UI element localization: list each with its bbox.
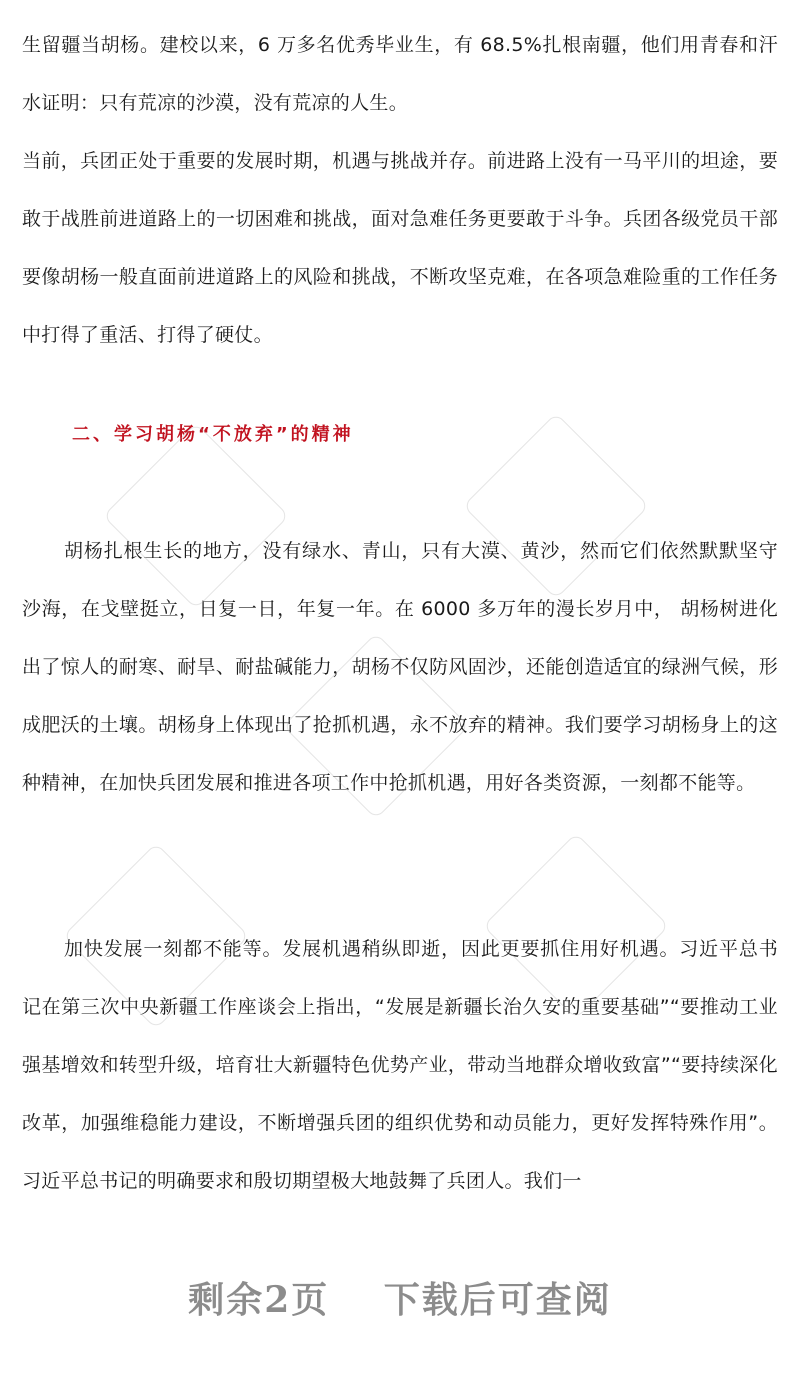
paragraph-1: 生留疆当胡杨。建校以来，6 万多名优秀毕业生，有 68.5%扎根南疆，他们用青春和汗水证明：只有荒凉的沙漠，没有荒凉的人生。 <box>22 34 778 114</box>
paragraph-4: 加快发展一刻都不能等。发展机遇稍纵即逝，因此更要抓住用好机遇。习近平总书记在第三次中央新疆工作座谈会上指出，“发展是新疆长治久安的重要基础”“要推动工业强基增效和转型升级，培育壮大新疆特色优势产业，带动当地群众增收致富”“要持续深化改革，加强维稳能力建设，不断增强兵团的组织优势和动员能力，更好发挥特殊作用”。习近平总书记的明确要求和殷切期望极大地鼓舞了兵团人。我们一 <box>22 938 778 1192</box>
download-prompt[interactable]: 剩余2页 下载后可查阅 <box>188 1279 612 1321</box>
paragraph-3: 胡杨扎根生长的地方，没有绿水、青山，只有大漠、黄沙，然而它们依然默默坚守沙海，在戈壁挺立，日复一日，年复一年。在 6000 多万年的漫长岁月中， 胡杨树进化出了惊人的耐寒、耐旱、耐盐碱能力，胡杨不仅防风固沙，还能创造适宜的绿洲气候，形成肥沃的土壤。胡杨身上体现出了抢抓机遇，永不放弃的精神。我们要学习胡杨身上的这种精神，在加快兵团发展和推进各项工作中抢抓机遇，用好各类资源，一刻都不能等。 <box>22 540 778 794</box>
section-heading: 二、学习胡杨“不放弃”的精神 <box>72 424 354 445</box>
paragraph-2: 当前，兵团正处于重要的发展时期，机遇与挑战并存。前进路上没有一马平川的坦途，要敢于战胜前进道路上的一切困难和挑战，面对急难任务更要敢于斗争。兵团各级党员干部要像胡杨一般直面前进道路上的风险和挑战，不断攻坚克难，在各项急难险重的工作任务中打得了重活、打得了硬仗。 <box>22 150 778 346</box>
